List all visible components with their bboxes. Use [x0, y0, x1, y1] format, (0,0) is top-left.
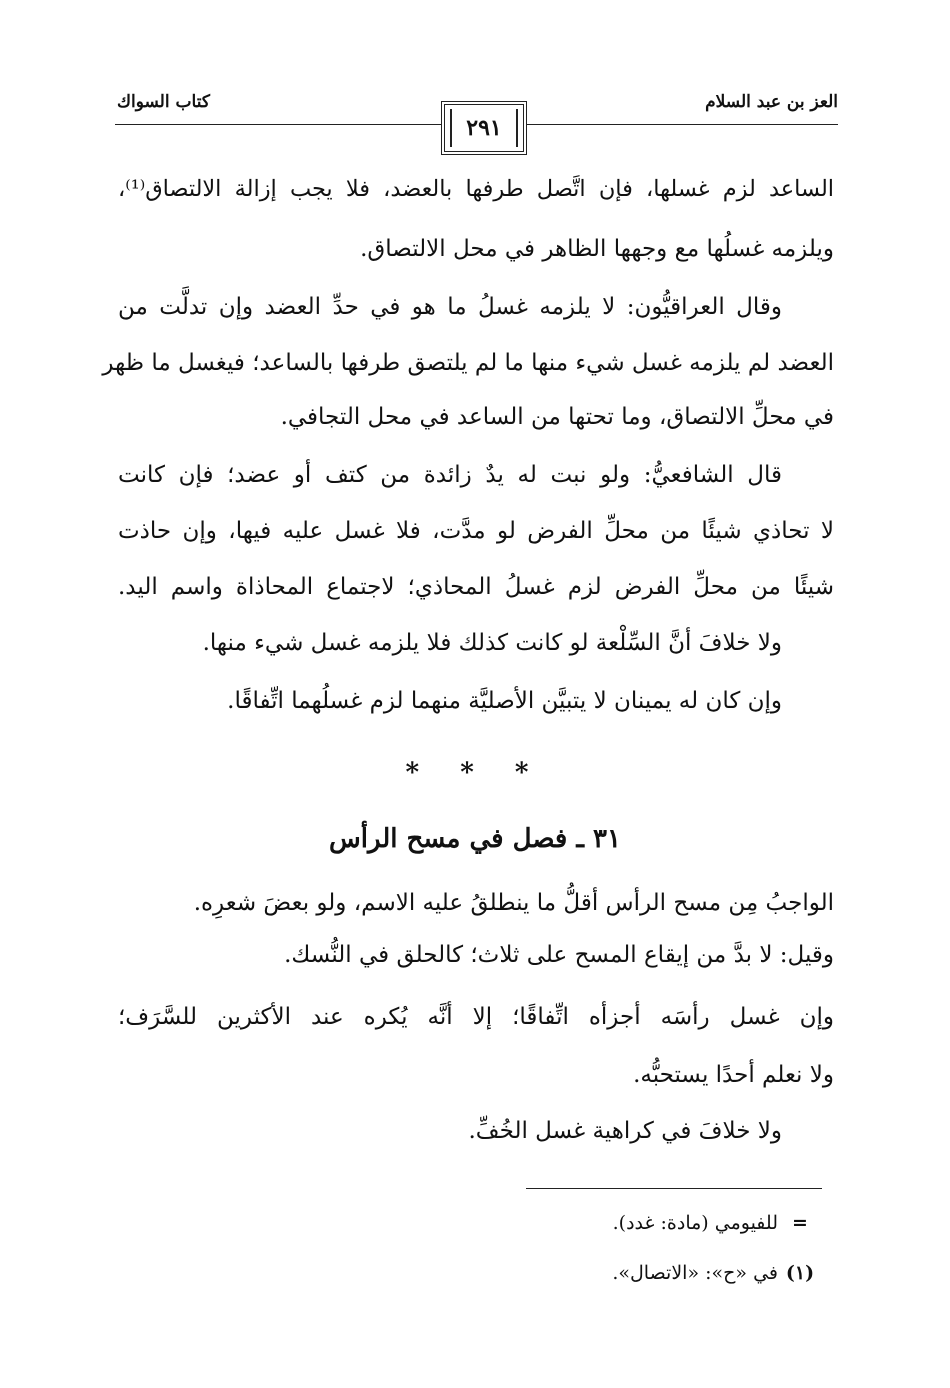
page-number: ٢٩١ — [466, 115, 502, 141]
footnote-mark: = — [792, 1212, 808, 1234]
body-line: في محلِّ الالتصاق، وما تحتها من الساعد في محل التجافي. — [280, 404, 834, 430]
footnote — [612, 1262, 822, 1284]
body-line: وإن غسل رأسَه أجزأه اتِّفاقًا؛ إلا أنَّه يُكره عند الأكثرين للسَّرَف؛ — [118, 1004, 834, 1030]
body-line: ولا خلافَ في كراهية غسل الخُفِّ. — [468, 1118, 782, 1144]
body-line: وإن كان له يمينان لا يتبيَّن الأصليَّة منهما لزم غسلُهما اتِّفاقًا. — [227, 688, 782, 714]
footnote-rule — [526, 1188, 822, 1189]
body-line: شيئًا من محلِّ الفرض لزم غسلُ المحاذي؛ لاجتماع المحاذاة واسم اليد. — [118, 574, 834, 600]
body-line: قال الشافعيُّ: ولو نبت له يدٌ زائدة من كتف أو عضد؛ فإن كانت — [118, 462, 782, 488]
page-number-frame — [441, 101, 527, 155]
footnote-mark: (١) — [785, 1262, 815, 1284]
body-line: الساعد لزم غسلها، فإن اتَّصل طرفها بالعضد، فلا يجب إزالة الالتصاق⁽¹⁾، — [118, 176, 834, 202]
footnote-text: للفيومي (مادة: غدد). — [612, 1212, 778, 1234]
footnote — [613, 1212, 822, 1234]
section-heading: ٣١ ـ فصل في مسح الرأس — [329, 824, 621, 854]
section-separator: * * * — [405, 758, 545, 788]
body-line: الواجبُ مِن مسح الرأس أقلُّ ما ينطلقُ عليه الاسم، ولو بعضَ شعرِه. — [193, 890, 834, 916]
body-line: ولا نعلم أحدًا يستحبُّه. — [633, 1062, 834, 1088]
body-line: العضد لم يلزمه غسل شيء منها ما لم يلتصق طرفها بالساعد؛ فيغسل ما ظهر — [102, 350, 834, 376]
footnote-text: في «ح»: «الاتصال». — [612, 1262, 778, 1284]
body-line: ويلزمه غسلُها مع وجهها الظاهر في محل الالتصاق. — [360, 236, 834, 262]
body-line: ولا خلافَ أنَّ السِّلْعة لو كانت كذلك فلا يلزمه غسل شيء منها. — [202, 630, 782, 656]
running-header-author: العز بن عبد السلام — [705, 92, 838, 112]
running-header-book-title: كتاب السواك — [117, 92, 210, 112]
body-line: وقال العراقيُّون: لا يلزمه غسلُ ما هو في حدِّ العضد وإن تدلَّت من — [118, 294, 782, 320]
body-line: وقيل: لا بدَّ من إيقاع المسح على ثلاث؛ كالحلق في النُّسك. — [284, 942, 834, 968]
body-line: لا تحاذي شيئًا من محلِّ الفرض لو مدَّت، فلا غسل عليه فيها، وإن حاذت — [118, 518, 834, 544]
